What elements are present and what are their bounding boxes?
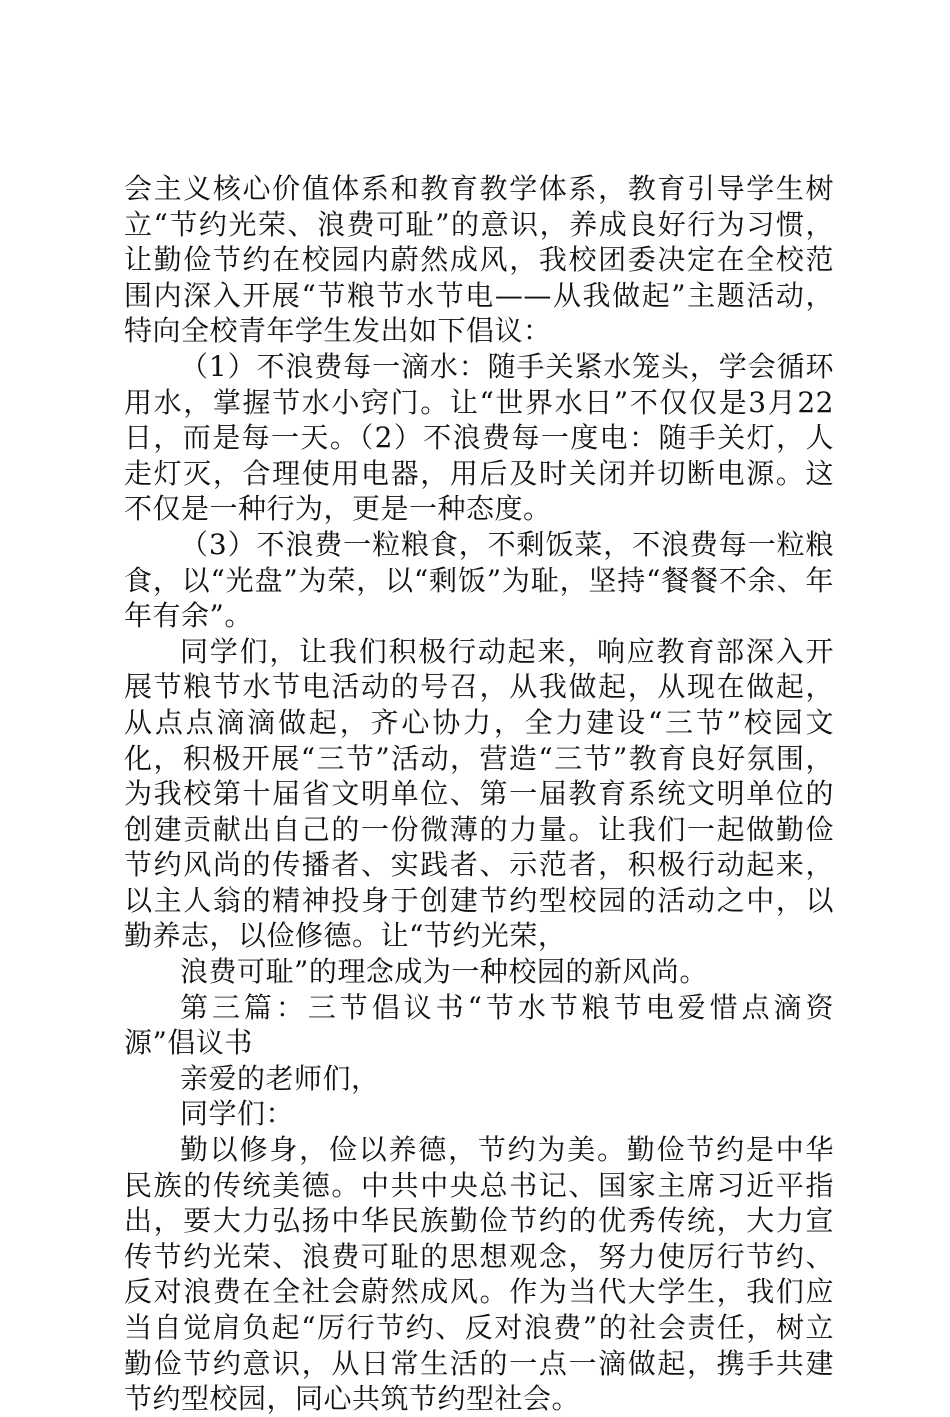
paragraph-water-electricity: （1）不浪费每一滴水：随手关紧水笼头，学会循环用水，掌握节水小窍门。让“世界水日”不仅仅是3月22日，而是每一天。（2）不浪费每一度电：随手关灯，人走灯灭，合理使用电器，用后及时关闭并切断电源。这不仅是一种行为，更是一种态度。 [124,349,834,526]
salutation-teachers: 亲爱的老师们， [180,1061,380,1095]
paragraph-call-to-action: 同学们，让我们积极行动起来，响应教育部深入开展节粮节水节电活动的号召，从我做起，从现在做起，从点点滴滴做起，齐心协力，全力建设“三节”校园文化，积极开展“三节”活动，营造“三节”教育良好氛围，为我校第十届省文明单位、第一届教育系统文明单位的创建贡献出自己的一份微薄的力量。让我们一起做勤俭节约风尚的传播者、实践者、示范者，积极行动起来，以主人翁的精神投身于创建节约型校园的活动之中，以勤养志，以俭修德。让“节约光荣， [124,634,834,953]
section-heading: 第三篇：三节倡议书“节水节粮节电爱惜点滴资源”倡议书 [124,990,834,1060]
paragraph-new-fashion: 浪费可耻”的理念成为一种校园的新风尚。 [180,955,708,989]
paragraph-thrift: 勤以修身，俭以养德，节约为美。勤俭节约是中华民族的传统美德。中共中央总书记、国家主席习近平指出，要大力弘扬中华民族勤俭节约的优秀传统，大力宣传节约光荣、浪费可耻的思想观念，努力使厉行节约、反对浪费在全社会蔚然成风。作为当代大学生，我们应当自觉肩负起“厉行节约、反对浪费”的社会责任，树立勤俭节约意识，从日常生活的一点一滴做起，携手共建节约型校园，同心共筑节约型社会。 [124,1133,834,1416]
paragraph-intro: 会主义核心价值体系和教育教学体系，教育引导学生树立“节约光荣、浪费可耻”的意识，养成良好行为习惯，让勤俭节约在校园内蔚然成风，我校团委决定在全校范围内深入开展“节粮节水节电——从我做起”主题活动，特向全校青年学生发出如下倡议： [124,172,834,348]
paragraph-food: （3）不浪费一粒粮食，不剩饭菜，不浪费每一粒粮食，以“光盘”为荣，以“剩饭”为耻，坚持“餐餐不余、年年有余”。 [124,527,834,633]
document-body [124,171,834,1417]
salutation-students: 同学们： [180,1097,295,1131]
